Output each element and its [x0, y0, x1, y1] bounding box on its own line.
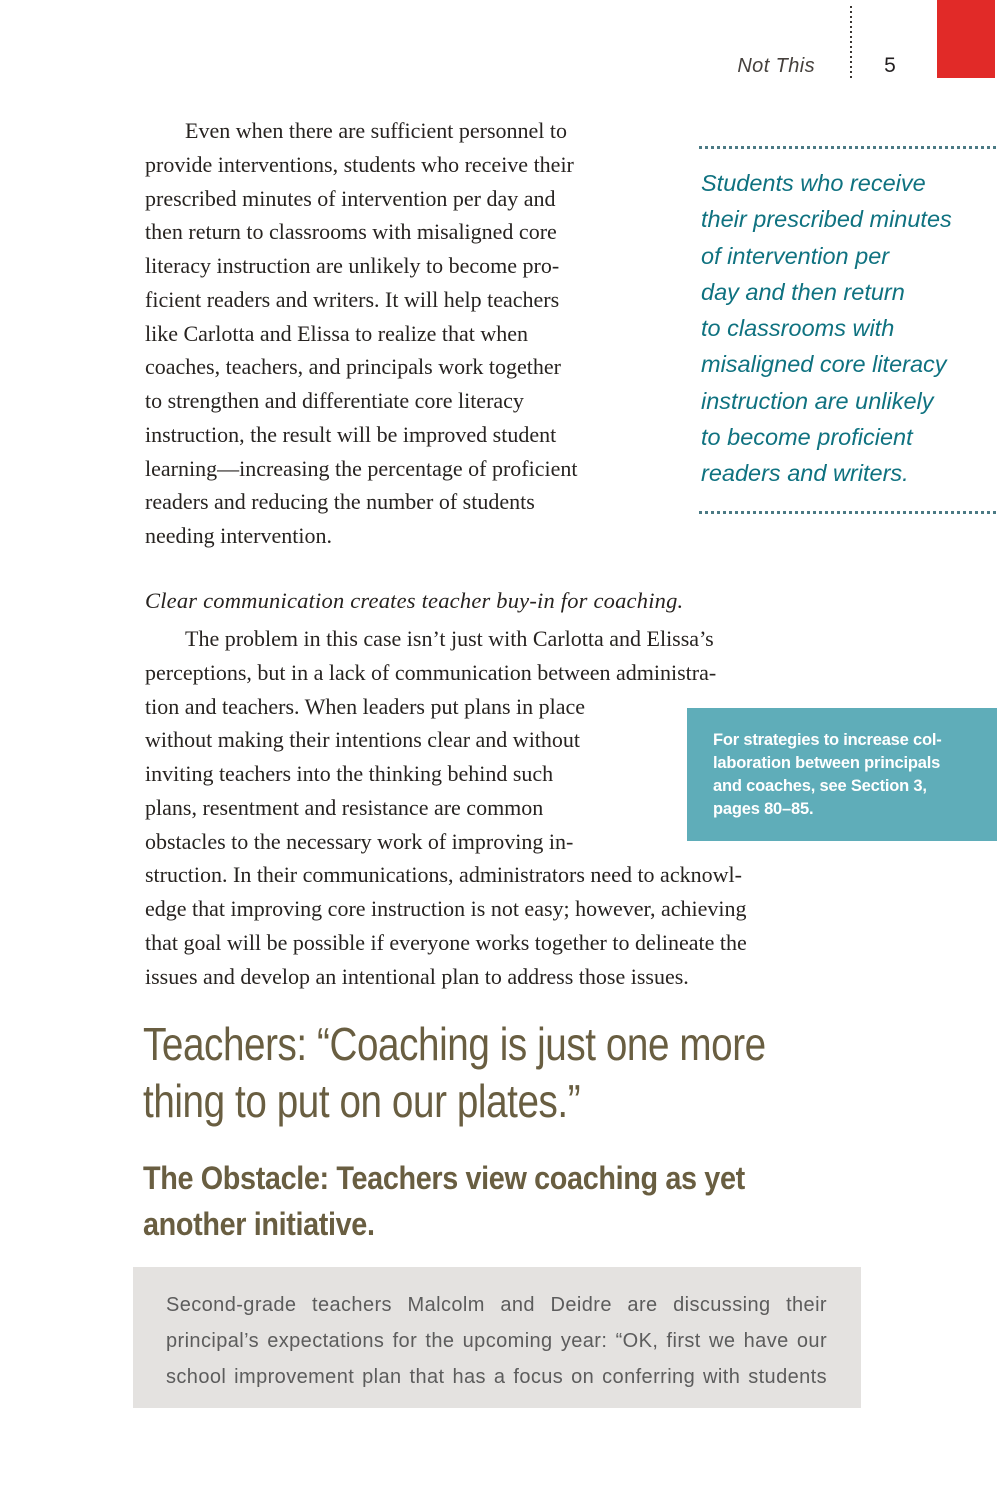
- chapter-heading-line: Teachers: “Coaching is just one more: [143, 1018, 766, 1070]
- page-number: 5: [884, 54, 896, 77]
- obstacle-subheading-line: another initiative.: [143, 1206, 375, 1242]
- body-text-line: needing intervention.: [145, 523, 332, 548]
- paragraph-2-narrow-beside-callout: [145, 690, 747, 859]
- header-dotted-divider: [850, 6, 852, 78]
- body-paragraph-2: [145, 622, 747, 993]
- body-text-line: then return to classrooms with misaligned core: [145, 219, 557, 245]
- case-study-line: principal’s expectations for the upcoming year: “OK, first we have our: [166, 1330, 827, 1352]
- pull-quote-text: [701, 165, 996, 492]
- paragraph-2-full-width-top: [145, 622, 747, 690]
- chapter-heading-line: thing to put on our plates.”: [143, 1075, 581, 1127]
- red-corner-block: [937, 0, 995, 78]
- section-subhead: Clear communication creates teacher buy-in for coaching.: [145, 588, 684, 613]
- running-head: Not This: [737, 55, 815, 77]
- body-text-line: issues and develop an intentional plan to address those issues.: [145, 963, 689, 989]
- callout-text: [713, 729, 997, 821]
- body-text-line: Even when there are sufficient personnel to: [185, 118, 568, 143]
- callout-line: pages 80–85.: [713, 800, 814, 818]
- pull-quote-line: readers and writers.: [701, 460, 909, 487]
- pull-quote-line: Students who receive: [701, 170, 926, 196]
- pull-quote-line: to become proficient: [701, 424, 913, 451]
- body-text-line: inviting teachers into the thinking behind such: [145, 761, 554, 786]
- callout-line: and coaches, see Section 3,: [713, 777, 927, 795]
- callout-line: For strategies to increase col-: [713, 731, 942, 749]
- body-text-line: that goal will be possible if everyone works together to delineate the: [145, 929, 747, 955]
- body-text-line: to strengthen and differentiate core literacy: [145, 388, 524, 413]
- callout-line: laboration between principals: [713, 754, 941, 772]
- body-text-line: provide interventions, students who receive their: [145, 151, 574, 177]
- body-text-line: perceptions, but in a lack of communication between administra-: [145, 659, 717, 685]
- pull-quote-line: instruction are unlikely: [701, 387, 934, 414]
- pull-quote-top-dotted-rule: [699, 146, 996, 149]
- pull-quote-line: of intervention per: [701, 242, 890, 269]
- body-text-line: without making their intentions clear and without: [145, 727, 581, 753]
- body-text-line: edge that improving core instruction is not easy; however, achieving: [145, 896, 747, 921]
- pull-quote-line: day and then return: [701, 278, 905, 305]
- body-text-line: prescribed minutes of intervention per day and: [145, 185, 556, 211]
- body-text-line: plans, resentment and resistance are common: [145, 794, 544, 820]
- body-text-line: like Carlotta and Elissa to realize that when: [145, 320, 529, 346]
- case-study-line: school improvement plan that has a focus on conferring with students: [166, 1366, 827, 1388]
- body-text-line: tion and teachers. When leaders put plans in place: [145, 693, 586, 719]
- body-text-line: instruction, the result will be improved student: [145, 421, 557, 447]
- body-text-line: The problem in this case isn’t just with Carlotta and Elissa’s: [185, 626, 714, 651]
- callout-box: [687, 708, 997, 841]
- pull-quote-line: to classrooms with: [701, 315, 895, 342]
- pull-quote: [699, 146, 996, 514]
- body-text-line: coaches, teachers, and principals work together: [145, 354, 561, 380]
- paragraph-2-full-width-bottom: [145, 858, 747, 993]
- case-study-box: [133, 1267, 861, 1408]
- pull-quote-bottom-dotted-rule: [699, 511, 996, 514]
- body-paragraph-1: [145, 114, 577, 553]
- body-text-line: learning—increasing the percentage of proficient: [145, 455, 578, 481]
- pull-quote-line: misaligned core literacy: [701, 351, 947, 378]
- case-study-text: [166, 1287, 827, 1395]
- body-text-line: obstacles to the necessary work of improving in-: [145, 828, 574, 854]
- obstacle-subheading: [143, 1155, 745, 1247]
- obstacle-subheading-line: The Obstacle: Teachers view coaching as yet: [143, 1160, 745, 1196]
- body-text-line: literacy instruction are unlikely to become pro-: [145, 253, 560, 278]
- body-text-line: struction. In their communications, administrators need to acknowl-: [145, 862, 742, 888]
- pull-quote-line: their prescribed minutes: [701, 206, 952, 233]
- chapter-heading: [143, 1016, 766, 1130]
- body-text-line: ficient readers and writers. It will help teachers: [145, 286, 560, 312]
- case-study-line: Second-grade teachers Malcolm and Deidre are discussing their: [166, 1294, 827, 1316]
- body-text-line: readers and reducing the number of students: [145, 489, 535, 515]
